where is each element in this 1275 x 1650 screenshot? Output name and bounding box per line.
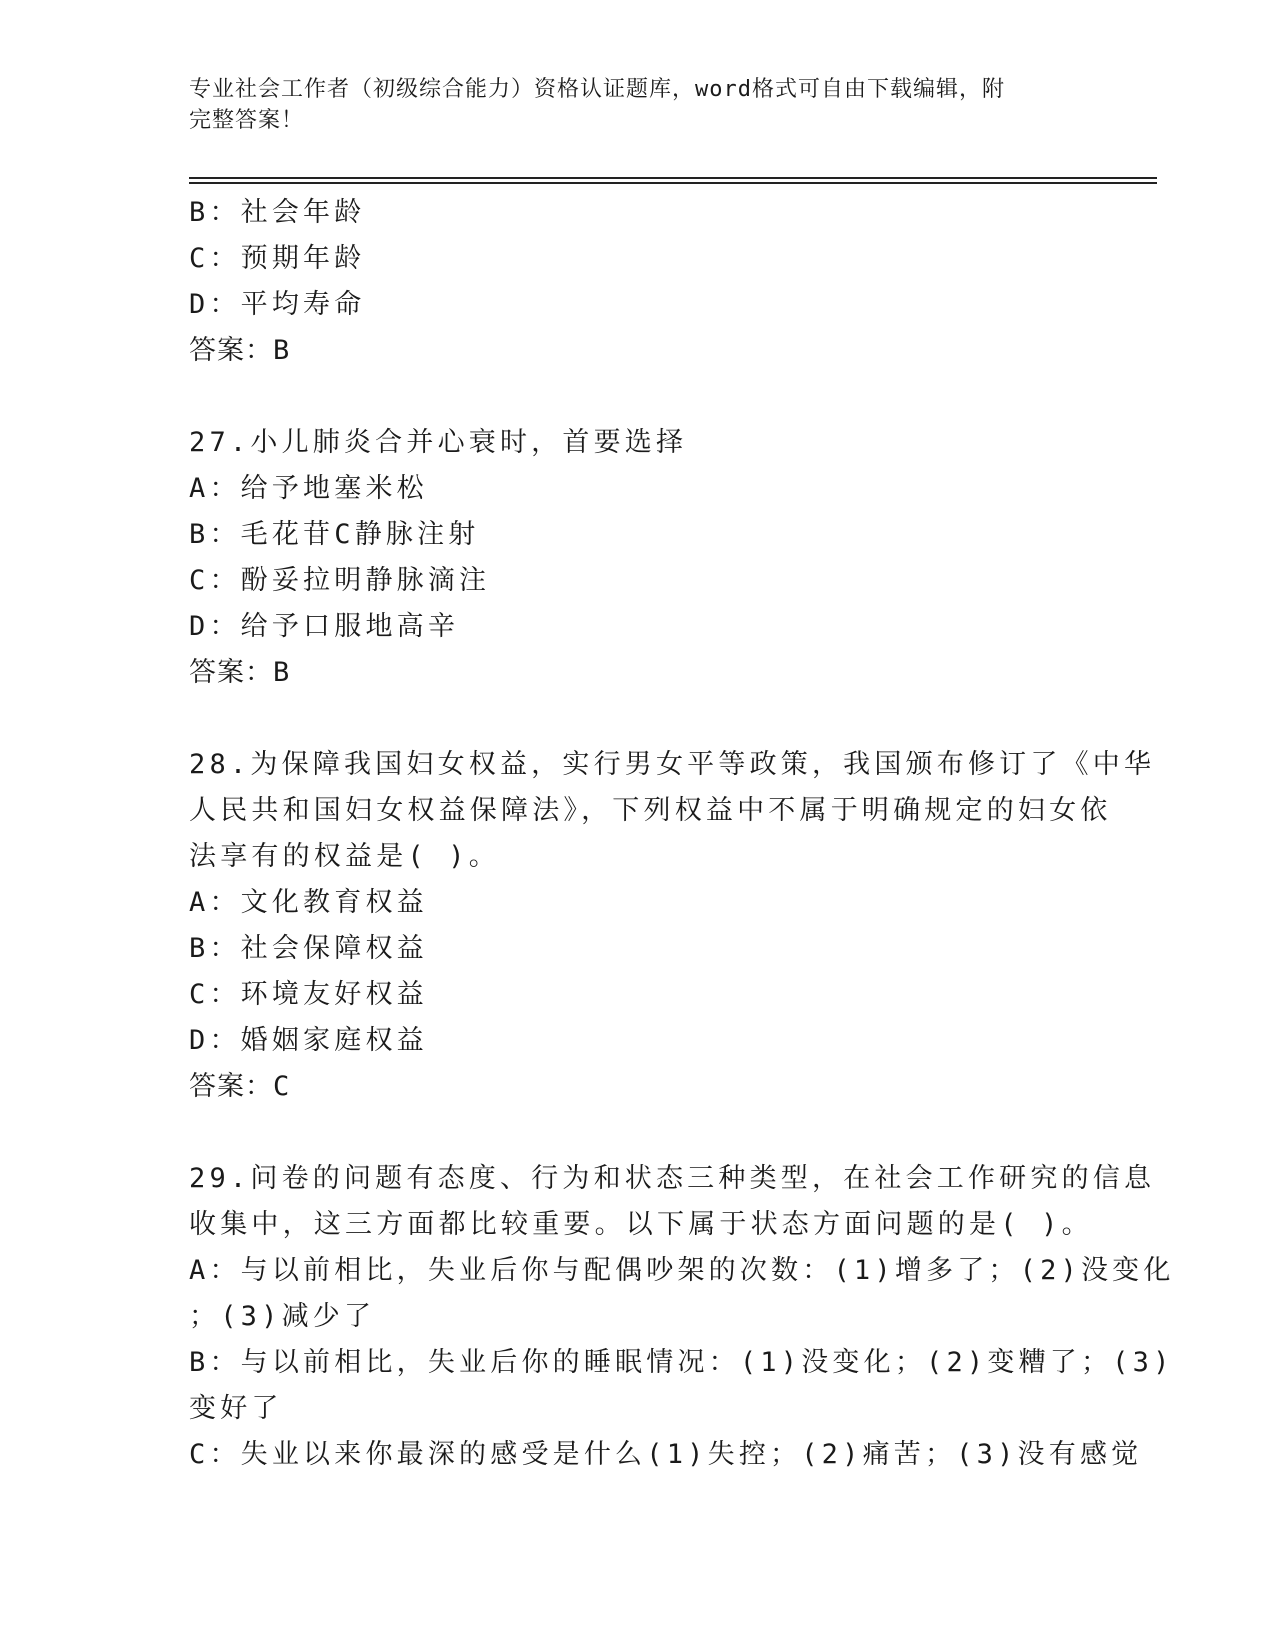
question-stem-line-3: 法享有的权益是( )。	[189, 841, 500, 872]
option-c: C：酚妥拉明静脉滴注	[189, 565, 491, 596]
question-26-tail	[189, 190, 1089, 374]
question-stem-line-2: 人民共和国妇女权益保障法》，下列权益中不属于明确规定的妇女依	[189, 795, 1112, 826]
answer-line: 答案：C	[189, 1071, 291, 1102]
option-a-line-2: ；(3)减少了	[189, 1301, 376, 1332]
answer-line: 答案：B	[189, 335, 291, 366]
question-stem-line-1: 29.问卷的问题有态度、行为和状态三种类型，在社会工作研究的信息	[189, 1163, 1156, 1194]
question-stem-line-1: 28.为保障我国妇女权益，实行男女平等政策，我国颁布修订了《中华	[189, 749, 1156, 780]
header-divider-bottom	[189, 182, 1157, 184]
option-b: B：社会保障权益	[189, 933, 428, 964]
question-spacer	[189, 374, 1089, 420]
header-line-2: 完整答案！	[189, 108, 305, 133]
header-line-1: 专业社会工作者（初级综合能力）资格认证题库，word格式可自由下载编辑，附	[189, 77, 1005, 102]
question-stem: 27.小儿肺炎合并心衰时，首要选择	[189, 427, 688, 458]
header-divider-top	[189, 177, 1157, 179]
option-a: A：给予地塞米松	[189, 473, 428, 504]
question-29	[189, 1156, 1175, 1478]
option-d: D：平均寿命	[189, 289, 366, 320]
option-b: B：毛花苷C静脉注射	[189, 519, 480, 550]
question-spacer	[189, 696, 1089, 742]
question-27	[189, 420, 1089, 696]
option-a: A：文化教育权益	[189, 887, 428, 918]
option-c: C：环境友好权益	[189, 979, 428, 1010]
option-d: D：婚姻家庭权益	[189, 1025, 428, 1056]
answer-line: 答案：B	[189, 657, 291, 688]
option-b-line-2: 变好了	[189, 1393, 283, 1424]
option-b-line-1: B：与以前相比，失业后你的睡眠情况：(1)没变化；(2)变糟了；(3)	[189, 1347, 1174, 1378]
question-spacer	[189, 1110, 1089, 1156]
option-c: C：预期年龄	[189, 243, 366, 274]
question-stem-line-2: 收集中，这三方面都比较重要。以下属于状态方面问题的是( )。	[189, 1209, 1093, 1240]
option-a-line-1: A：与以前相比，失业后你与配偶吵架的次数：(1)增多了；(2)没变化	[189, 1255, 1175, 1286]
option-b: B：社会年龄	[189, 197, 366, 228]
option-c: C：失业以来你最深的感受是什么(1)失控；(2)痛苦；(3)没有感觉	[189, 1439, 1143, 1470]
option-d: D：给予口服地高辛	[189, 611, 460, 642]
document-header	[189, 74, 1089, 136]
question-list	[189, 190, 1175, 1478]
question-28	[189, 742, 1156, 1110]
